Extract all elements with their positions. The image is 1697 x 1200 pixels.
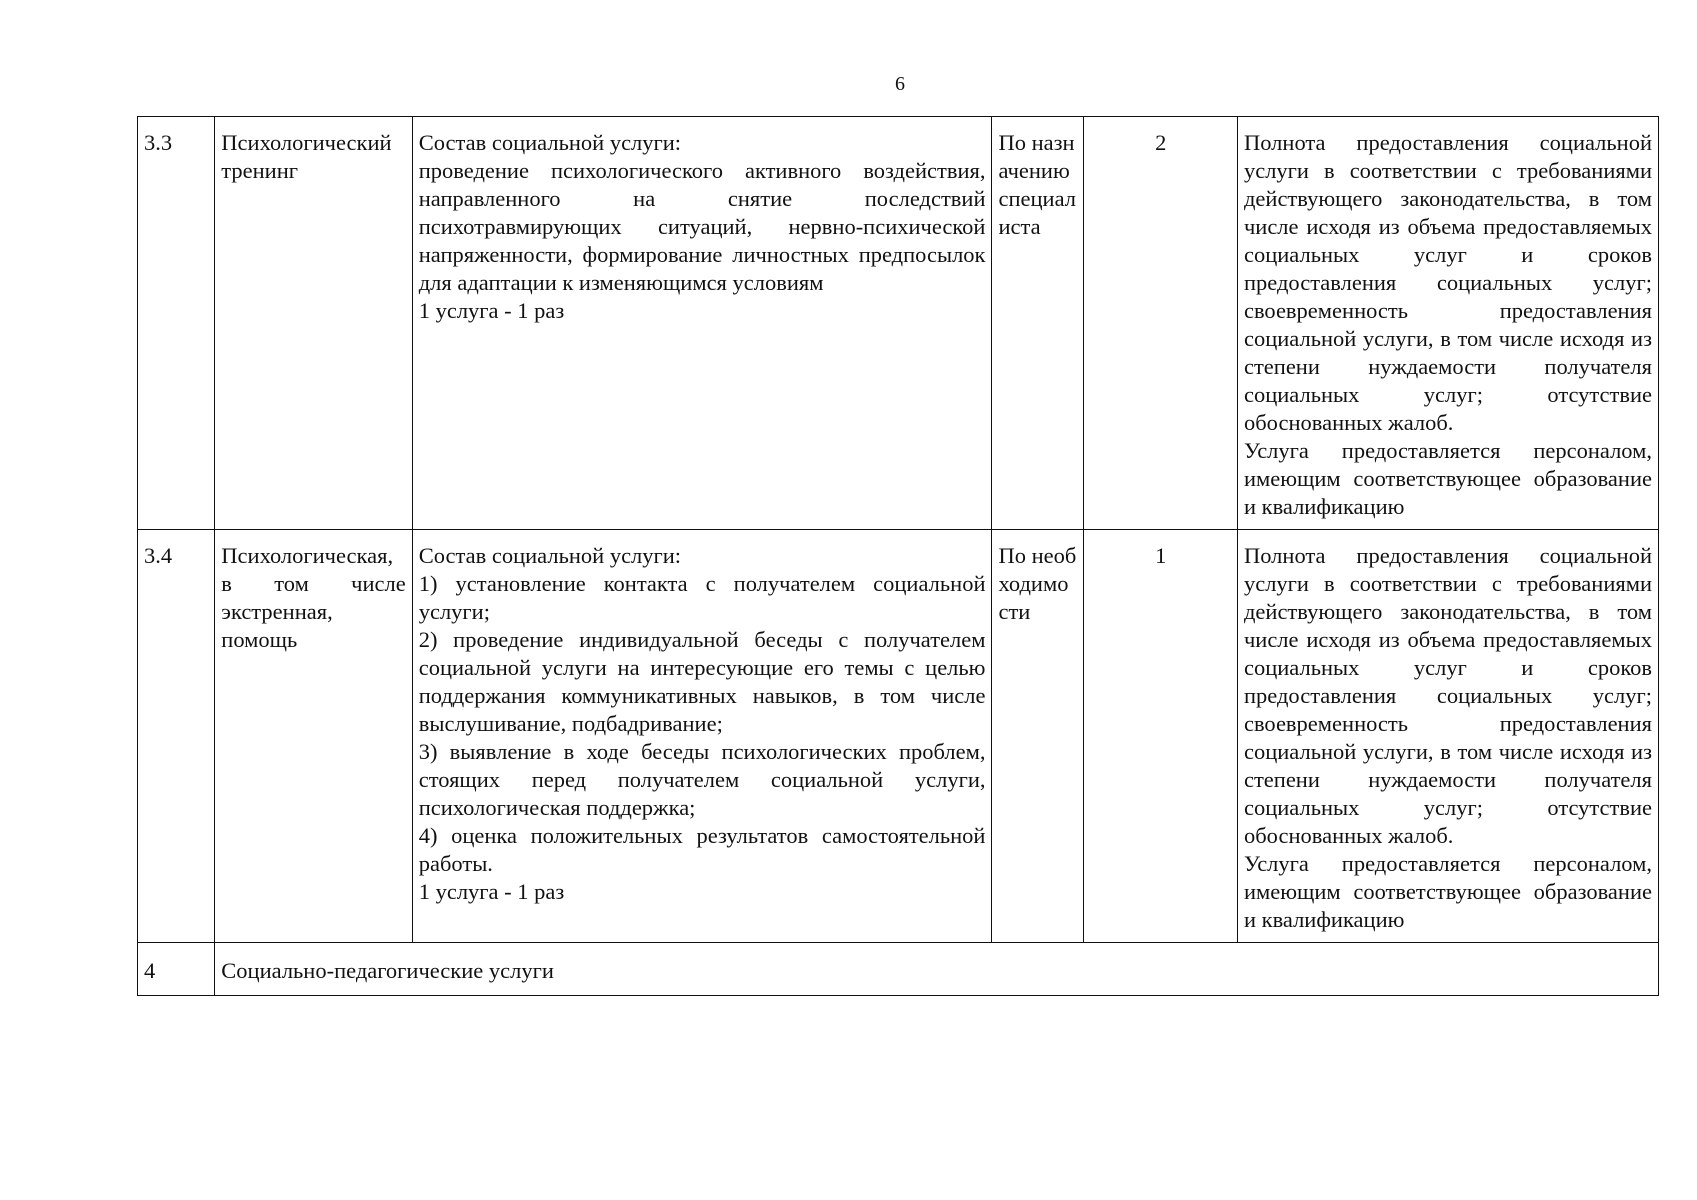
table-row: [138, 530, 1659, 943]
description-line: 1 услуга - 1 раз: [418, 298, 565, 323]
quality-line: Услуга предоставляется персоналом, имеющим соответствующее образование и квалификацию: [1243, 851, 1652, 932]
description-line: 2) проведение индивидуальной беседы с получателем социальной услуги на интересующие его темы с целью поддержания коммуникативных навыков, в том числе выслушивание, подбадривание;: [418, 627, 986, 736]
description-line: Состав социальной услуги:: [418, 543, 682, 568]
section-title: Социально-педагогические услуги: [215, 943, 1659, 996]
section-row: [138, 943, 1659, 996]
service-count: 2: [1084, 117, 1238, 530]
service-term: По назначению специалиста: [992, 117, 1084, 530]
service-quality: [1237, 117, 1658, 530]
section-number: 4: [138, 943, 215, 996]
description-line: проведение психологического активного воздействия, направленного на снятие последствий психотравмирующих ситуаций, нервно-психической напряженности, формирование личностных предпосылок для адаптации к изменяющимся условиям: [418, 158, 986, 295]
row-number: 3.3: [138, 117, 215, 530]
description-line: Состав социальной услуги:: [418, 130, 682, 155]
service-description: [412, 117, 992, 530]
page-number: 6: [895, 73, 905, 95]
description-line: 4) оценка положительных результатов самостоятельной работы.: [418, 823, 986, 876]
service-term: По необходимости: [992, 530, 1084, 943]
row-number: 3.4: [138, 530, 215, 943]
service-description: [412, 530, 992, 943]
description-line: 3) выявление в ходе беседы психологических проблем, стоящих перед получателем социальной услуги, психологическая поддержка;: [418, 739, 986, 820]
service-name: Психологическая, в том числе экстренная, помощь: [215, 530, 412, 943]
table-row: [138, 117, 1659, 530]
service-name: Психологический тренинг: [215, 117, 412, 530]
services-table: [137, 116, 1659, 996]
service-count: 1: [1084, 530, 1238, 943]
description-line: 1 услуга - 1 раз: [418, 879, 565, 904]
quality-line: Полнота предоставления социальной услуги в соответствии с требованиями действующего законодательства, в том числе исходя из объема предоставляемых социальных услуг и сроков предоставления социальных услуг; своевременность предоставления социальной услуги, в том числе исходя из степени нуждаемости получателя социальных услуг; отсутствие обоснованных жалоб.: [1243, 543, 1652, 848]
description-line: 1) установление контакта с получателем социальной услуги;: [418, 571, 986, 624]
service-quality: [1237, 530, 1658, 943]
quality-line: Полнота предоставления социальной услуги в соответствии с требованиями действующего законодательства, в том числе исходя из объема предоставляемых социальных услуг и сроков предоставления социальных услуг; своевременность предоставления социальной услуги, в том числе исходя из степени нуждаемости получателя социальных услуг; отсутствие обоснованных жалоб.: [1243, 130, 1652, 435]
quality-line: Услуга предоставляется персоналом, имеющим соответствующее образование и квалификацию: [1243, 438, 1652, 519]
